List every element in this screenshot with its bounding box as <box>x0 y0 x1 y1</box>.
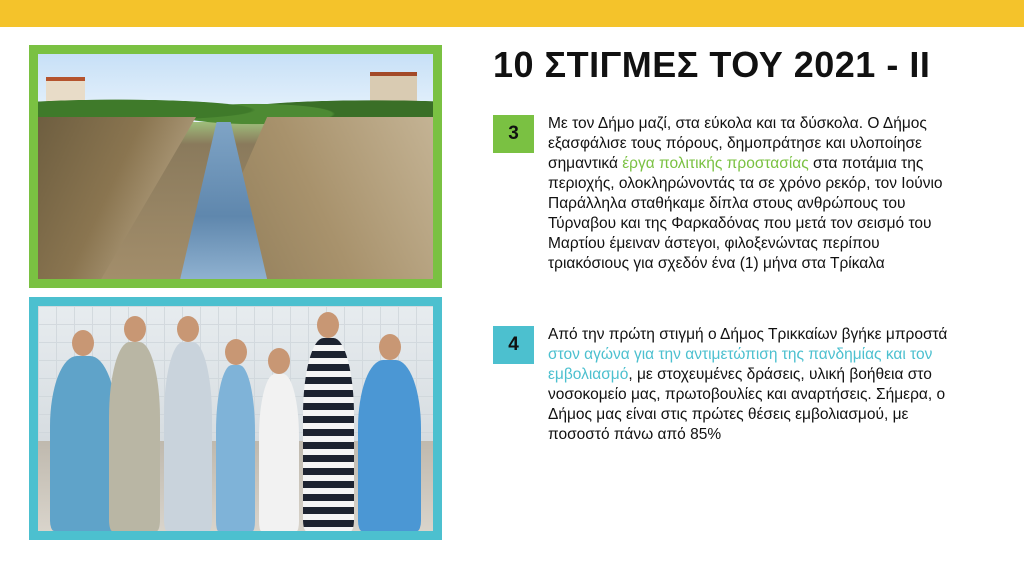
top-accent-bar <box>0 0 1024 27</box>
item-4-text-before: Από την πρώτη στιγμή ο Δήμος Τρικκαίων βγήκε μπροστά <box>548 326 948 343</box>
hospital-group-photo <box>38 306 433 531</box>
item-number-badge-3: 3 <box>493 115 534 153</box>
hospital-photo-frame <box>29 297 442 540</box>
item-3-highlight: έργα πολιτικής προστασίας <box>622 155 809 172</box>
item-number-badge-4: 4 <box>493 326 534 364</box>
item-3-text-after: στα ποτάμια της περιοχής, ολοκληρώνοντάς τα σε χρόνο ρεκόρ, τον Ιούνιο <box>548 155 943 192</box>
page-title: 10 ΣΤΙΓΜΕΣ ΤΟΥ 2021 - ΙΙ <box>493 44 931 85</box>
item-3-text-before: Με τον Δήμο μαζί, στα εύκολα και τα δύσκολα. Ο Δήμος εξασφάλισε τους πόρους, δημοπράτησε και υλοποίησε σημαντικά <box>548 115 927 172</box>
item-3-text <box>548 114 954 274</box>
item-4-text-after: , με στοχευμένες δράσεις, υλική βοήθεια στο νοσοκομείο μας, πρωτοβουλίες και αναρτήσεις. Σήμερα, ο Δήμος μας είναι στις πρώτες θέσεις εμβολιασμού, με ποσοστό πάνω από 85% <box>548 366 946 443</box>
canal-photo <box>38 54 433 279</box>
canal-photo-frame <box>29 45 442 288</box>
item-4-text <box>548 325 954 445</box>
item-3-text-extra: Παράλληλα σταθήκαμε δίπλα στους ανθρώπους του Τύρναβου και της Φαρκαδόνας που μετά τον σεισμό του Μαρτίου έμειναν άστεγοι, φιλοξενώντας περίπου τριακόσιους για σχεδόν ένα (1) μήνα στα Τρίκαλα <box>548 195 932 272</box>
item-4-highlight: στον αγώνα για την αντιμετώπιση της πανδημίας και τον εμβολιασμό <box>548 346 933 383</box>
